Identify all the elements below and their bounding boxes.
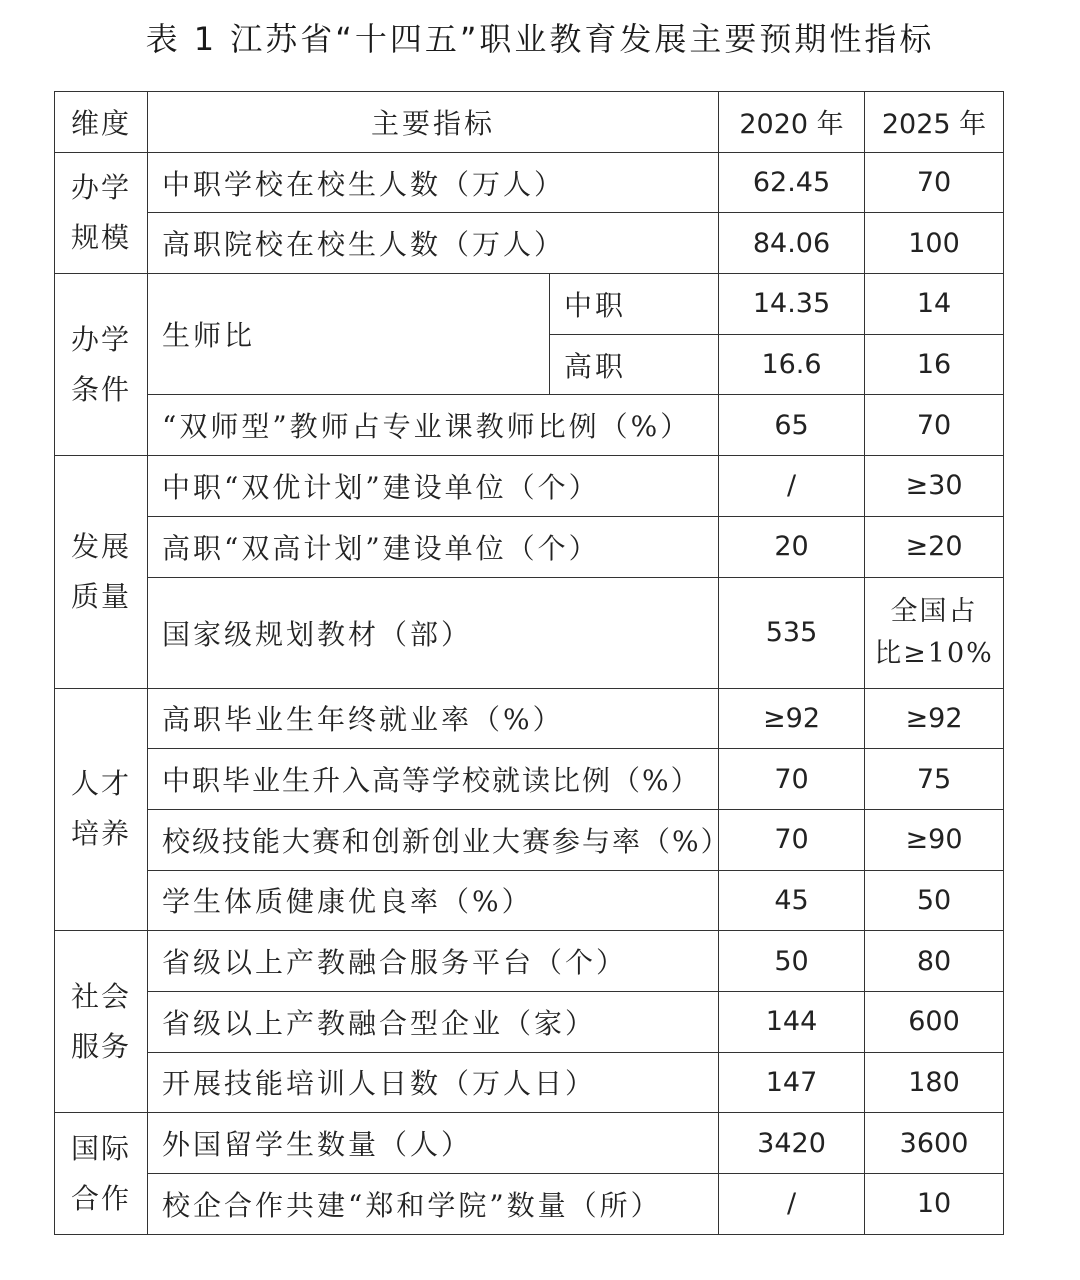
table-row bbox=[55, 1113, 1004, 1174]
value-2025 bbox=[865, 577, 1004, 688]
value-2020: 70 bbox=[719, 809, 865, 870]
indicator-label: 省级以上产教融合服务平台（个） bbox=[148, 931, 719, 992]
value-2020: 50 bbox=[719, 931, 865, 992]
value-2025-line2: 比≥10% bbox=[874, 637, 994, 669]
header-dimension: 维度 bbox=[55, 92, 148, 153]
value-2025: 10 bbox=[865, 1174, 1004, 1235]
dimension-international bbox=[55, 1113, 148, 1234]
value-2020: 65 bbox=[719, 395, 865, 456]
indicator-label: “双师型”教师占专业课教师比例（%） bbox=[148, 395, 719, 456]
table-row bbox=[55, 395, 1004, 456]
table-row bbox=[55, 1174, 1004, 1235]
indicator-label: 高职“双高计划”建设单位（个） bbox=[148, 516, 719, 577]
dimension-scale-line1: 办学 bbox=[70, 170, 131, 204]
indicator-table bbox=[54, 91, 1004, 1235]
table-row bbox=[55, 516, 1004, 577]
value-2020: 45 bbox=[719, 870, 865, 931]
indicator-label: 中职“双优计划”建设单位（个） bbox=[148, 456, 719, 517]
value-2025: 70 bbox=[865, 395, 1004, 456]
indicator-label: 高职毕业生年终就业率（%） bbox=[148, 688, 719, 749]
value-2025: ≥90 bbox=[865, 809, 1004, 870]
indicator-label: 校级技能大赛和创新创业大赛参与率（%） bbox=[148, 809, 719, 870]
table-row bbox=[55, 152, 1004, 213]
header-row bbox=[55, 92, 1004, 153]
value-2020: 84.06 bbox=[719, 213, 865, 274]
value-2025: ≥20 bbox=[865, 516, 1004, 577]
dimension-conditions-line1: 办学 bbox=[70, 322, 131, 356]
sub-indicator-label: 高职 bbox=[550, 334, 719, 395]
dimension-international-line1: 国际 bbox=[70, 1131, 131, 1165]
value-2020: 20 bbox=[719, 516, 865, 577]
indicator-label: 生师比 bbox=[148, 274, 550, 395]
value-2025: 16 bbox=[865, 334, 1004, 395]
value-2020: / bbox=[719, 1174, 865, 1235]
value-2025: 180 bbox=[865, 1052, 1004, 1113]
sub-indicator-label: 中职 bbox=[550, 274, 719, 335]
table-row bbox=[55, 931, 1004, 992]
indicator-label: 开展技能培训人日数（万人日） bbox=[148, 1052, 719, 1113]
indicator-label: 校企合作共建“郑和学院”数量（所） bbox=[148, 1174, 719, 1235]
value-2020: 3420 bbox=[719, 1113, 865, 1174]
table-row bbox=[55, 577, 1004, 688]
table-row bbox=[55, 688, 1004, 749]
table-row bbox=[55, 1052, 1004, 1113]
indicator-label: 学生体质健康优良率（%） bbox=[148, 870, 719, 931]
value-2025: 600 bbox=[865, 991, 1004, 1052]
dimension-quality bbox=[55, 456, 148, 688]
value-2020: / bbox=[719, 456, 865, 517]
table-row bbox=[55, 991, 1004, 1052]
table-row bbox=[55, 274, 1004, 335]
dimension-social bbox=[55, 931, 148, 1113]
indicator-label: 省级以上产教融合型企业（家） bbox=[148, 991, 719, 1052]
dimension-conditions-line2: 条件 bbox=[70, 372, 131, 406]
value-2025: 50 bbox=[865, 870, 1004, 931]
value-2025: 100 bbox=[865, 213, 1004, 274]
indicator-label: 高职院校在校生人数（万人） bbox=[148, 213, 719, 274]
value-2025: ≥30 bbox=[865, 456, 1004, 517]
dimension-international-line2: 合作 bbox=[70, 1181, 131, 1215]
table-row bbox=[55, 870, 1004, 931]
value-2020: 535 bbox=[719, 577, 865, 688]
header-indicator: 主要指标 bbox=[148, 92, 719, 153]
dimension-quality-line2: 质量 bbox=[70, 579, 131, 613]
value-2020: 147 bbox=[719, 1052, 865, 1113]
dimension-talent-line2: 培养 bbox=[70, 817, 131, 851]
dimension-quality-line1: 发展 bbox=[70, 529, 131, 563]
dimension-conditions bbox=[55, 274, 148, 456]
indicator-label: 外国留学生数量（人） bbox=[148, 1113, 719, 1174]
value-2025: 3600 bbox=[865, 1113, 1004, 1174]
dimension-talent bbox=[55, 688, 148, 931]
table-title: 表 1 江苏省“十四五”职业教育发展主要预期性指标 bbox=[145, 20, 935, 58]
table-row bbox=[55, 213, 1004, 274]
value-2020: 16.6 bbox=[719, 334, 865, 395]
table-row bbox=[55, 456, 1004, 517]
header-2025: 2025 年 bbox=[865, 92, 1004, 153]
dimension-scale-line2: 规模 bbox=[70, 220, 131, 254]
dimension-social-line2: 服务 bbox=[70, 1029, 131, 1063]
value-2025: 75 bbox=[865, 749, 1004, 810]
value-2020: 144 bbox=[719, 991, 865, 1052]
dimension-talent-line1: 人才 bbox=[70, 767, 131, 801]
indicator-label: 国家级规划教材（部） bbox=[148, 577, 719, 688]
value-2020: 70 bbox=[719, 749, 865, 810]
value-2020: 62.45 bbox=[719, 152, 865, 213]
header-2020: 2020 年 bbox=[719, 92, 865, 153]
value-2020: 14.35 bbox=[719, 274, 865, 335]
value-2025: 70 bbox=[865, 152, 1004, 213]
value-2020: ≥92 bbox=[719, 688, 865, 749]
dimension-social-line1: 社会 bbox=[70, 979, 131, 1013]
value-2025: 14 bbox=[865, 274, 1004, 335]
value-2025-line1: 全国占 bbox=[890, 595, 978, 627]
table-row bbox=[55, 749, 1004, 810]
table-row bbox=[55, 809, 1004, 870]
indicator-label: 中职毕业生升入高等学校就读比例（%） bbox=[148, 749, 719, 810]
dimension-scale bbox=[55, 152, 148, 273]
indicator-label: 中职学校在校生人数（万人） bbox=[148, 152, 719, 213]
value-2025: ≥92 bbox=[865, 688, 1004, 749]
value-2025: 80 bbox=[865, 931, 1004, 992]
